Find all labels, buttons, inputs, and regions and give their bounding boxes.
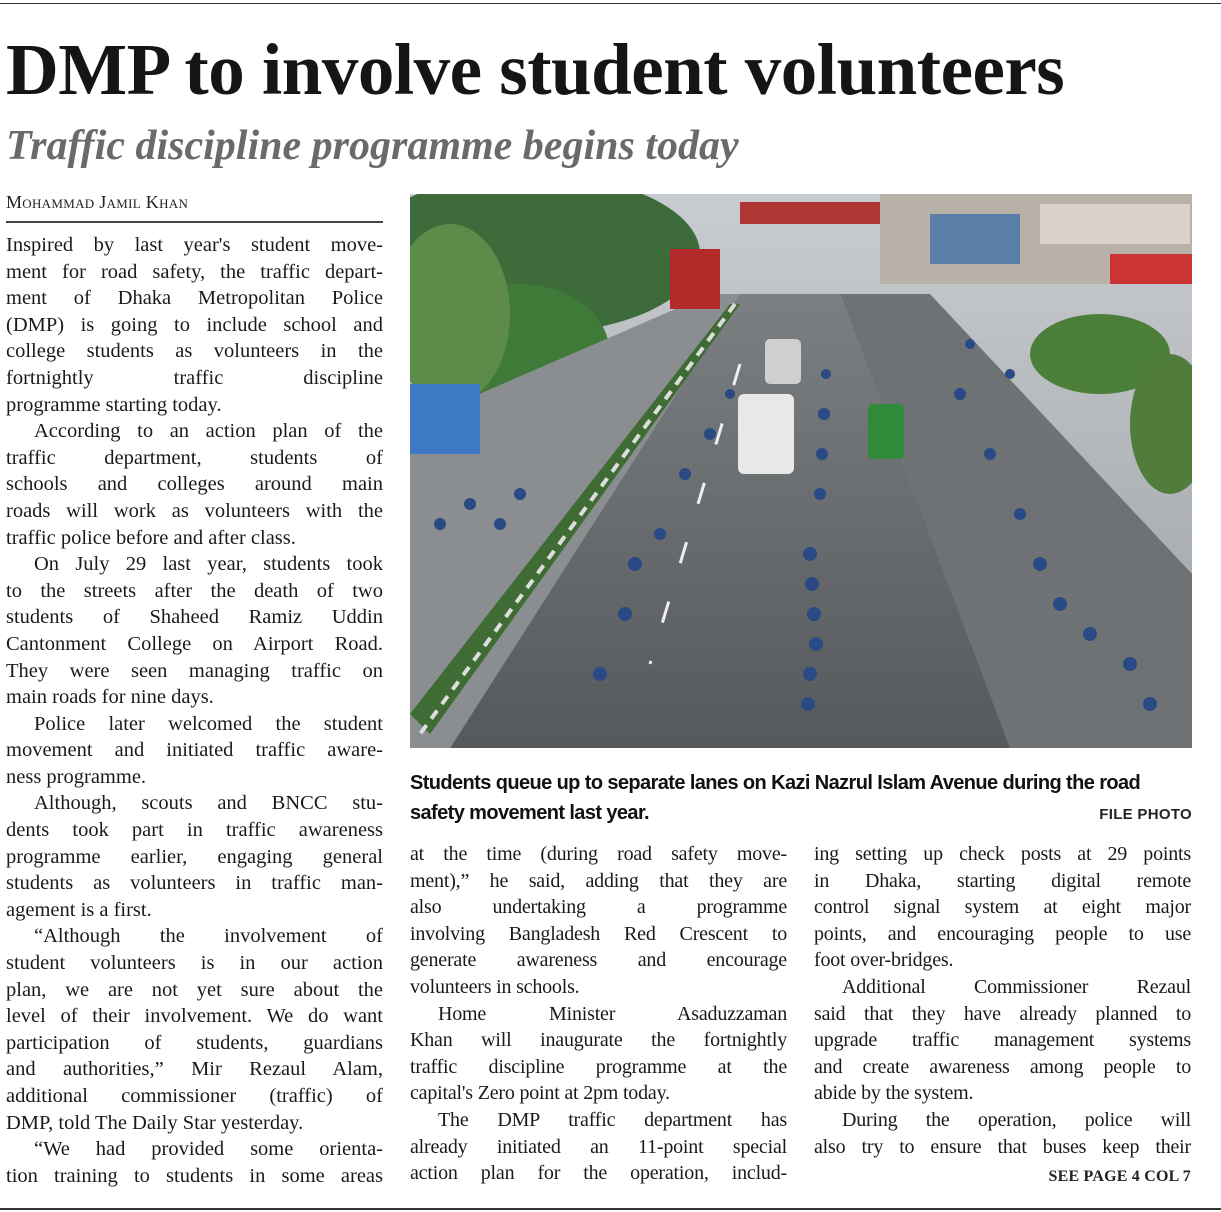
paragraph-line: ment),” he said, adding that they are [410, 869, 787, 892]
paragraph-line: volunteers in schools. [410, 975, 580, 998]
paragraph-line: involving Bangladesh Red Crescent to [410, 922, 787, 945]
paragraph-line: traffic department, students of [6, 446, 383, 469]
photo-caption: Students queue up to separate lanes on Kazi Nazrul Islam Avenue during the road safety movement last year. [410, 772, 1141, 824]
paragraph-line: said that they have already planned to [814, 1002, 1191, 1025]
paragraph-line: upgrade traffic management systems [814, 1029, 1191, 1052]
paragraph-line: Inspired by last year's student move- [6, 234, 383, 256]
paragraph-line: Home Minister Asaduzzaman [438, 1002, 787, 1025]
paragraph-line: generate awareness and encourage [410, 949, 787, 972]
paragraph-line: student volunteers is in our action [6, 952, 383, 975]
paragraph-line: action plan for the operation, includ- [410, 1162, 787, 1185]
paragraph-line: foot over-bridges. [814, 949, 954, 972]
byline: Mohammad Jamil Khan [6, 192, 189, 212]
paragraph-line: agement is a first. [6, 898, 152, 921]
paragraph-line: “Although the involvement of [34, 925, 383, 948]
street-scene-image [410, 194, 1192, 748]
column-2 [410, 841, 787, 1187]
paragraph-line: ness programme. [6, 765, 147, 788]
paragraph-line: main roads for nine days. [6, 686, 214, 709]
paragraph-line: ing setting up check posts at 29 points [814, 843, 1191, 865]
paragraph-line: tion training to students in some areas [6, 1164, 383, 1187]
paragraph-line: college students as volunteers in the [6, 340, 383, 363]
paragraph-line: fortnightly traffic discipline [6, 366, 383, 389]
paragraph-line: Additional Commissioner Rezaul [842, 975, 1191, 998]
paragraph-line: Although, scouts and BNCC stu- [34, 792, 383, 815]
paragraph-line: and authorities,” Mir Rezaul Alam, [6, 1058, 383, 1081]
paragraph-line: also try to ensure that buses keep their [814, 1135, 1191, 1158]
photo-credit: FILE PHOTO [1099, 806, 1192, 823]
paragraph-line: at the time (during road safety move- [410, 843, 787, 865]
paragraph-line: schools and colleges around main [6, 473, 383, 496]
paragraph-line: participation of students, guardians [6, 1031, 383, 1054]
column-1 [6, 232, 383, 1189]
paragraph-line: points, and encouraging people to use [814, 922, 1191, 945]
paragraph-line: to the streets after the death of two [6, 579, 383, 602]
paragraph-line: (DMP) is going to include school and [6, 313, 383, 336]
paragraph-line: additional commissioner (traffic) of [6, 1085, 383, 1107]
paragraph-line: programme starting today. [6, 393, 222, 416]
subheadline: Traffic discipline programme begins today [6, 123, 739, 169]
paragraph-line: students of Shaheed Ramiz Uddin [6, 606, 383, 629]
page-bottom-rule [0, 1208, 1221, 1210]
paragraph-line: in Dhaka, starting digital remote [814, 869, 1191, 892]
byline-divider [6, 221, 383, 223]
paragraph-line: ment of Dhaka Metropolitan Police [6, 287, 383, 310]
paragraph-line: and create awareness among people to [814, 1055, 1191, 1078]
paragraph-line: Khan will inaugurate the fortnightly [410, 1029, 787, 1052]
paragraph-line: The DMP traffic department has [438, 1108, 787, 1131]
paragraph-line: traffic police before and after class. [6, 526, 296, 549]
paragraph-line: “We had provided some orienta- [34, 1138, 383, 1161]
headline: DMP to involve student volunteers [6, 29, 1065, 110]
paragraph-line: On July 29 last year, students took [34, 553, 383, 576]
paragraph-line: Police later welcomed the student [34, 712, 383, 735]
paragraph-line: Cantonment College on Airport Road. [6, 632, 383, 655]
paragraph-line: They were seen managing traffic on [6, 659, 383, 682]
paragraph-line: traffic discipline programme at the [410, 1055, 787, 1078]
paragraph-line: movement and initiated traffic aware- [6, 739, 383, 762]
paragraph-line: DMP, told The Daily Star yesterday. [6, 1111, 304, 1134]
paragraph-line: also undertaking a programme [410, 896, 787, 919]
paragraph-line: roads will work as volunteers with the [6, 499, 383, 522]
paragraph-line: plan, we are not yet sure about the [6, 978, 383, 1001]
paragraph-line: abide by the system. [814, 1082, 974, 1105]
paragraph-line: capital's Zero point at 2pm today. [410, 1082, 670, 1105]
paragraph-line: programme earlier, engaging general [6, 845, 383, 868]
news-photo [410, 194, 1192, 748]
page-top-rule [0, 3, 1221, 4]
paragraph-line: According to an action plan of the [34, 420, 383, 443]
paragraph-line: level of their involvement. We do want [6, 1005, 383, 1028]
paragraph-line: dents took part in traffic awareness [6, 819, 383, 842]
paragraph-line: students as volunteers in traffic man- [6, 872, 383, 895]
paragraph-line: control signal system at eight major [814, 896, 1191, 919]
paragraph-line: ment for road safety, the traffic depart- [6, 260, 383, 283]
column-3 [814, 841, 1191, 1160]
paragraph-line: During the operation, police will [842, 1108, 1191, 1131]
continued-on-page[interactable]: SEE PAGE 4 COL 7 [1048, 1168, 1191, 1185]
paragraph-line: already initiated an 11-point special [410, 1135, 787, 1158]
